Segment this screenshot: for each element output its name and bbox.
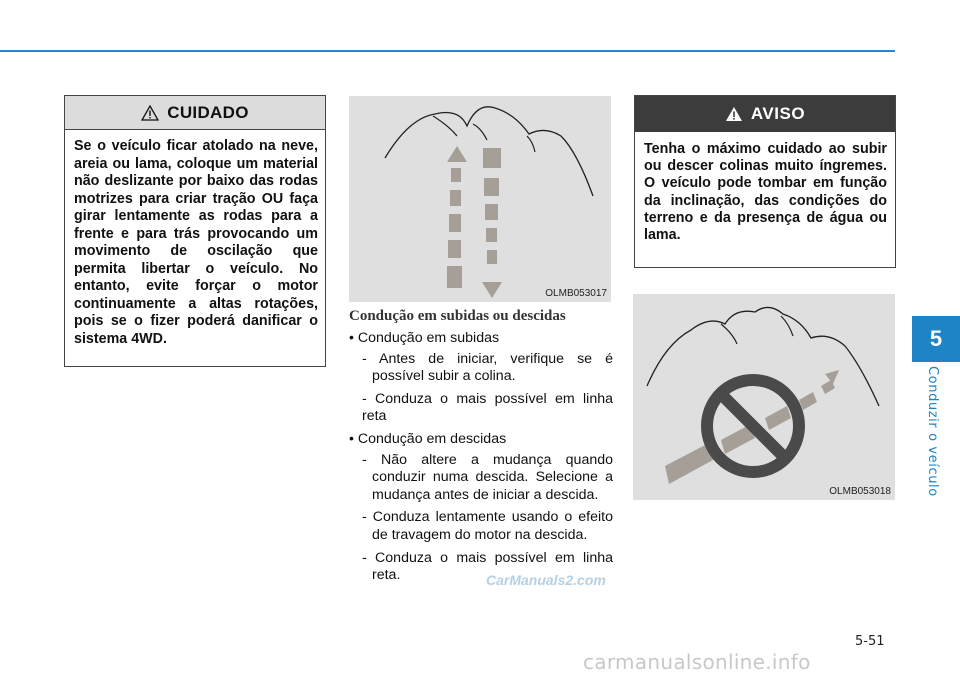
downhill-bullet: • Condução em descidas [349, 430, 507, 447]
top-rule [0, 50, 895, 52]
chapter-tab[interactable] [912, 316, 960, 362]
caution-box [64, 95, 326, 367]
downhill-item: - Conduza lentamente usando o efeito de travagem do motor na descida. [362, 509, 613, 543]
illustration-code-2: OLMB053018 [829, 486, 891, 497]
site-watermark[interactable]: carmanualsonline.info [583, 650, 811, 674]
hill-arrows-illustration [349, 96, 611, 302]
warning-header [635, 96, 895, 132]
chapter-label [922, 366, 942, 496]
caution-text: Se o veículo ficar atolado na neve, areia ou lama, coloque um material não deslizante por baixo das rodas motrizes para criar tração OU faça girar lentamente as rodas para a frente e para trás provocando um movimento de oscilação que permita libertar o veículo. No entanto, evite forçar o motor continuamente a altas rotações, pois se o fizer poderá danificar o sistema 4WD. [74, 138, 318, 347]
warning-title: AVISO [750, 104, 806, 123]
uphill-item: - Conduza o mais possível em linha reta [362, 390, 613, 425]
caution-title: CUIDADO [167, 102, 249, 122]
warning-triangle-icon [725, 106, 743, 122]
page-number: 5-51 [855, 634, 885, 649]
downhill-item: - Conduza o mais possível em linha reta. [362, 549, 613, 584]
section-content [349, 330, 613, 590]
prohibited-diagonal-illustration [633, 294, 895, 500]
downhill-item: - Não altere a mudança quando conduzir numa descida. Selecione a mudança antes de iniciar a descida. [362, 451, 613, 503]
uphill-bullet: • Condução em subidas [349, 330, 500, 346]
hill-arrows-drawing [349, 96, 611, 302]
watermark: CarManuals2.com [486, 572, 606, 588]
warning-box [634, 95, 896, 268]
caution-triangle-icon [141, 105, 159, 121]
section-title: Condução em subidas ou descidas [349, 308, 566, 324]
uphill-item: - Antes de iniciar, verifique se é possível subir a colina. [362, 350, 613, 385]
prohibited-diagonal-drawing [633, 294, 895, 500]
chapter-label-text: Conduzir o veículo [925, 366, 940, 497]
warning-text: Tenha o máximo cuidado ao subir ou descer colinas muito íngremes. O veículo pode tombar em função da inclinação, das condições do terreno e da presença de água ou lama. [644, 141, 887, 244]
illustration-code-1: OLMB053017 [545, 288, 607, 299]
chapter-number: 5 [929, 326, 943, 351]
caution-header [65, 96, 325, 130]
